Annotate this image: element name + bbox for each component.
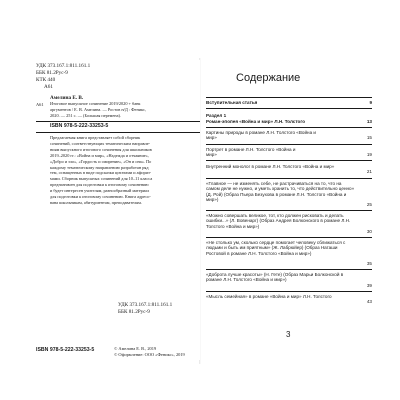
page-number: 3 <box>286 330 291 339</box>
toc-entry[interactable] <box>206 164 372 176</box>
toc-entry-label: «Мысль семейная» в романе «Война и мир» Л.Н. Толстого <box>206 294 332 299</box>
annotation-line: ниям выпускного итогового сочинения для школьников <box>50 146 152 152</box>
copyright-publisher: © Оформление: ООО «Феникс», 2019 <box>114 352 185 357</box>
toc-entry-page: 21 <box>366 169 372 174</box>
entry-rule <box>206 269 372 270</box>
bib-line: 2020. — 251 с. — (Большая перемена). <box>50 112 122 118</box>
author-sign-top: А61 <box>44 84 53 90</box>
toc-entry[interactable] <box>206 294 372 306</box>
toc-entry-label: «Главное — не изменять себе, не растрачиваться на то, что на самом деле не нужно, и уметь хранить то, что действительно ценно» (Д. Рой) (Образ Пьера Безухова в романе Л.Н. Толстого «Война и мир») <box>206 181 355 202</box>
toc-entry[interactable] <box>206 240 372 267</box>
toc-entry[interactable] <box>206 213 372 235</box>
section-number: Раздел 1 <box>206 113 227 118</box>
toc-entry[interactable] <box>206 181 372 208</box>
toc-entry-page: 39 <box>366 283 372 288</box>
udk-top: УДК 373.167.1:811.161.1 <box>36 63 91 69</box>
toc-entry-page: 15 <box>366 135 372 140</box>
ktk-code: КТК 440 <box>36 77 56 83</box>
copyright-author: © Амелина Е. В., 2019 <box>114 346 157 351</box>
bib-line: аргументов / Е. В. Амелина. — Ростов н/Д : Феникс, <box>50 106 147 112</box>
annotation-line: 2019–2020 гг.: «Война и мир», «Надежда и отчаяние», <box>50 152 149 158</box>
toc-entry-label: Внутренний монолог в романе Л.Н. Толстого «Война и мир» <box>206 164 335 169</box>
isbn-boxed: ISBN 978-5-222-33253-5 <box>50 123 109 129</box>
intro-rule-top <box>206 97 372 98</box>
annotation-line: для подготовки к итоговому сочинению. Книга адресо- <box>50 194 151 200</box>
annotation-line: Предлагаемая книга представляет собой сборник <box>50 135 141 140</box>
toc-entry-label: Портрет в романе Л.Н. Толстого «Война и мир» <box>206 147 296 158</box>
toc-entry-page: 19 <box>366 152 372 157</box>
toc-entry-page: 9 <box>369 100 372 105</box>
toc-entry-page: 43 <box>366 299 372 304</box>
entry-rule <box>206 144 372 145</box>
toc-entry-label: Картины природы в романе Л.Н. Толстого «Война и мир» <box>206 130 316 141</box>
intro-rule-bottom <box>206 108 372 109</box>
toc-entry-label: «Доброта лучше красоты» (Н. Гете) (Образ Марьи Болконской в романе Л.Н. Толстого «Война и мир») <box>206 272 344 283</box>
bbk-bottom: ББК 81.2Рус-9 <box>118 309 150 315</box>
entry-rule <box>206 160 372 161</box>
bbk-top: ББК 81.2Рус-9 <box>36 70 68 76</box>
toc-entry-page: 30 <box>366 229 372 234</box>
annotation-line: тем, оснащенных в виде подсказки цитатами и афориз- <box>50 170 152 176</box>
annotation-line: предназначен для подготовки к итоговому сочинению <box>50 182 149 188</box>
toc-entry-label: Роман-эпопея «Война и мир» Л.Н. Толстого <box>206 119 306 124</box>
bib-line: Итоговое выпускное сочинение 2019/2020 + банк <box>50 101 141 106</box>
section-rule <box>206 127 372 128</box>
annotation-line: «Добро и зло», «Гордость и смирение», «Он и она». По <box>50 158 152 164</box>
isbn-bottom: ISBN 978-5-222-33253-5 <box>36 347 95 353</box>
toc-entry[interactable] <box>206 130 372 142</box>
annotation-line: и будет интересен учителям, разнообразный материал <box>50 188 150 194</box>
contents-page <box>202 60 382 360</box>
toc-entry[interactable] <box>206 147 372 159</box>
annotation-line: мами. Сборник выпускных сочинений для 10–11 класса <box>50 176 153 182</box>
toc-entry-label: «Можно совершать великое, тот, кто должен рисковать и делать ошибки...» (Л. Вовенарг) (Образ Андрея Болконского в романе Л.Н. Толстого «Война и мир») <box>206 213 351 229</box>
author-name: Амелина Е. В. <box>50 95 84 101</box>
entry-rule <box>206 178 372 179</box>
isbn-rule-top <box>36 121 200 122</box>
toc-entry-intro[interactable] <box>206 100 372 106</box>
bibliographic-description <box>50 101 200 119</box>
annotation <box>50 135 200 206</box>
toc-entry-page: 13 <box>366 119 372 124</box>
annotation-line: каждому тематическому направлению разработан ряд <box>50 164 149 170</box>
contents-title: Содержание <box>236 72 301 84</box>
entry-rule <box>206 291 372 292</box>
annotation-line: сочинений, соответствующих тематическим направле- <box>50 140 151 146</box>
annotation-line: вана школьникам, абитуриентам, преподавателям. <box>50 199 142 205</box>
toc-entry-page: 25 <box>366 202 372 207</box>
toc-entry-section-1[interactable] <box>206 119 372 125</box>
toc-entry-label: Вступительная статья <box>206 100 258 105</box>
toc-entry-label: «Не столько ум, сколько сердце помогает человеку сближаться с людьми и быть им приятным» (Ж. Лабрюйер) (Образ Наташи Ростовой в романе Л.Н. Толстого «Война и мир») <box>206 240 346 256</box>
entry-rule <box>206 237 372 238</box>
entry-rule <box>206 210 372 211</box>
udk-bottom: УДК 373.167.1:811.161.1 <box>118 302 173 308</box>
author-sign: А61 <box>36 102 44 107</box>
toc-entry-page: 35 <box>366 261 372 266</box>
toc-entry[interactable] <box>206 272 372 289</box>
isbn-rule-bottom <box>36 132 200 133</box>
imprint-page <box>18 60 200 360</box>
